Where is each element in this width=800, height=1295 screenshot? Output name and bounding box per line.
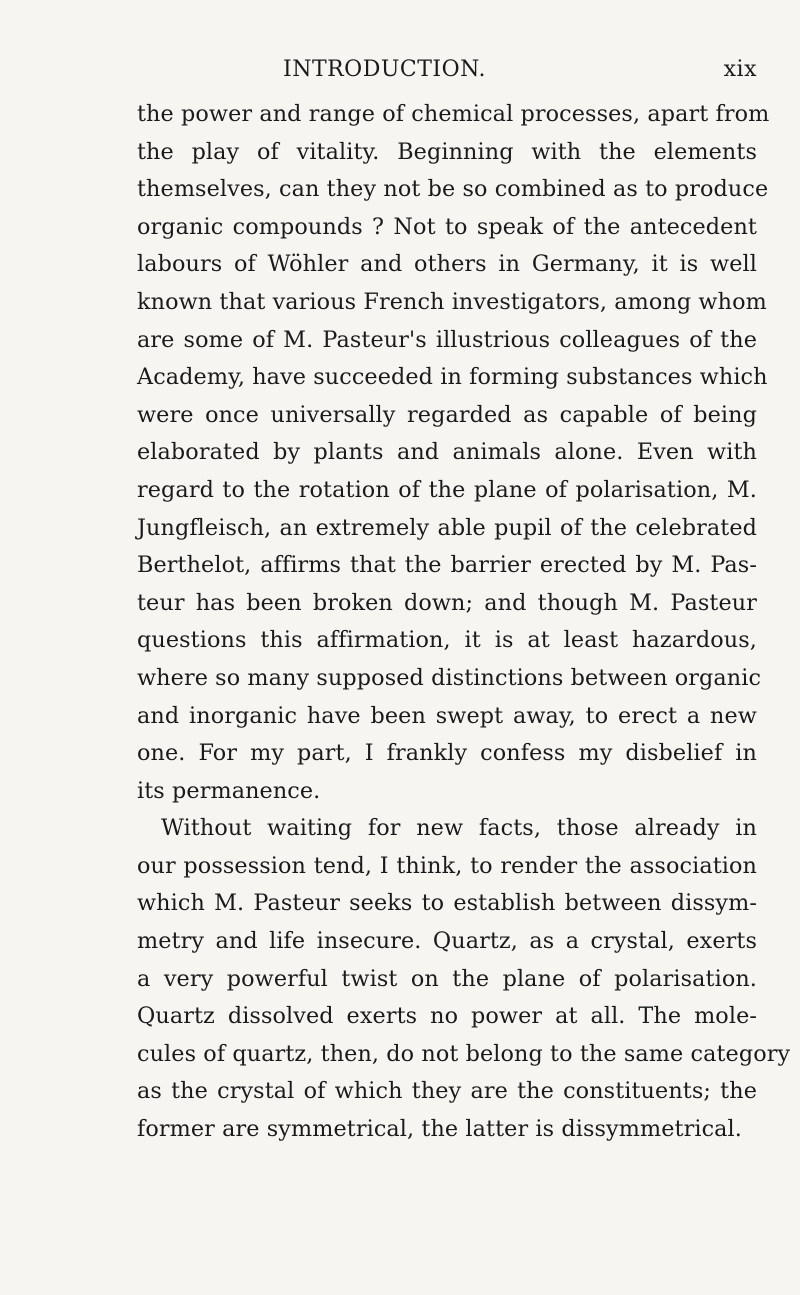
text-line: one. For my part, I frankly confess my disbelief in: [137, 740, 757, 767]
text-line: Academy, have succeeded in forming substances which: [137, 364, 768, 391]
text-line: known that various French investigators, among whom: [137, 288, 767, 315]
text-line: themselves, can they not be so combined as to produce: [137, 176, 769, 203]
body-text: [137, 96, 791, 1149]
text-line: metry and life insecure. Quartz, as a crystal, exerts: [137, 928, 757, 955]
text-line: Jungfleisch, an extremely able pupil of the celebrated: [137, 514, 757, 541]
text-line: teur has been broken down; and though M. Pasteur: [137, 589, 757, 616]
text-line: were once universally regarded as capable of being: [137, 401, 757, 428]
text-line: elaborated by plants and animals alone. Even with: [137, 439, 757, 466]
text-line: Quartz dissolved exerts no power at all. The mole-: [137, 1003, 757, 1030]
page-number: xix: [723, 57, 757, 82]
text-line: our possession tend, I think, to render the association: [137, 852, 757, 879]
running-head: [137, 50, 757, 90]
text-line: which M. Pasteur seeks to establish between dissym-: [137, 890, 757, 917]
text-line: former are symmetrical, the latter is dissymmetrical.: [137, 1116, 742, 1143]
text-line: Berthelot, affirms that the barrier erected by M. Pas-: [137, 552, 757, 579]
text-line: are some of M. Pasteur's illustrious colleagues of the: [137, 326, 757, 353]
text-line: regard to the rotation of the plane of polarisation, M.: [137, 476, 757, 503]
text-line: as the crystal of which they are the constituents; the: [137, 1078, 757, 1105]
running-title: INTRODUCTION.: [283, 57, 486, 82]
text-line: questions this affirmation, it is at least hazardous,: [137, 627, 757, 654]
text-line: the play of vitality. Beginning with the elements: [137, 138, 757, 165]
text-line: the power and range of chemical processes, apart from: [137, 101, 770, 127]
text-line: and inorganic have been swept away, to erect a new: [137, 702, 757, 729]
text-line: organic compounds ? Not to speak of the antecedent: [137, 213, 757, 240]
text-line: cules of quartz, then, do not belong to the same category: [137, 1040, 791, 1067]
paragraph-start-line: Without waiting for new facts, those already in: [161, 815, 757, 842]
paragraph-end-line: its permanence.: [137, 777, 321, 804]
text-line: where so many supposed distinctions between organic: [137, 664, 762, 691]
text-line: labours of Wöhler and others in Germany, it is well: [137, 251, 757, 278]
text-line: a very powerful twist on the plane of polarisation.: [137, 965, 757, 992]
